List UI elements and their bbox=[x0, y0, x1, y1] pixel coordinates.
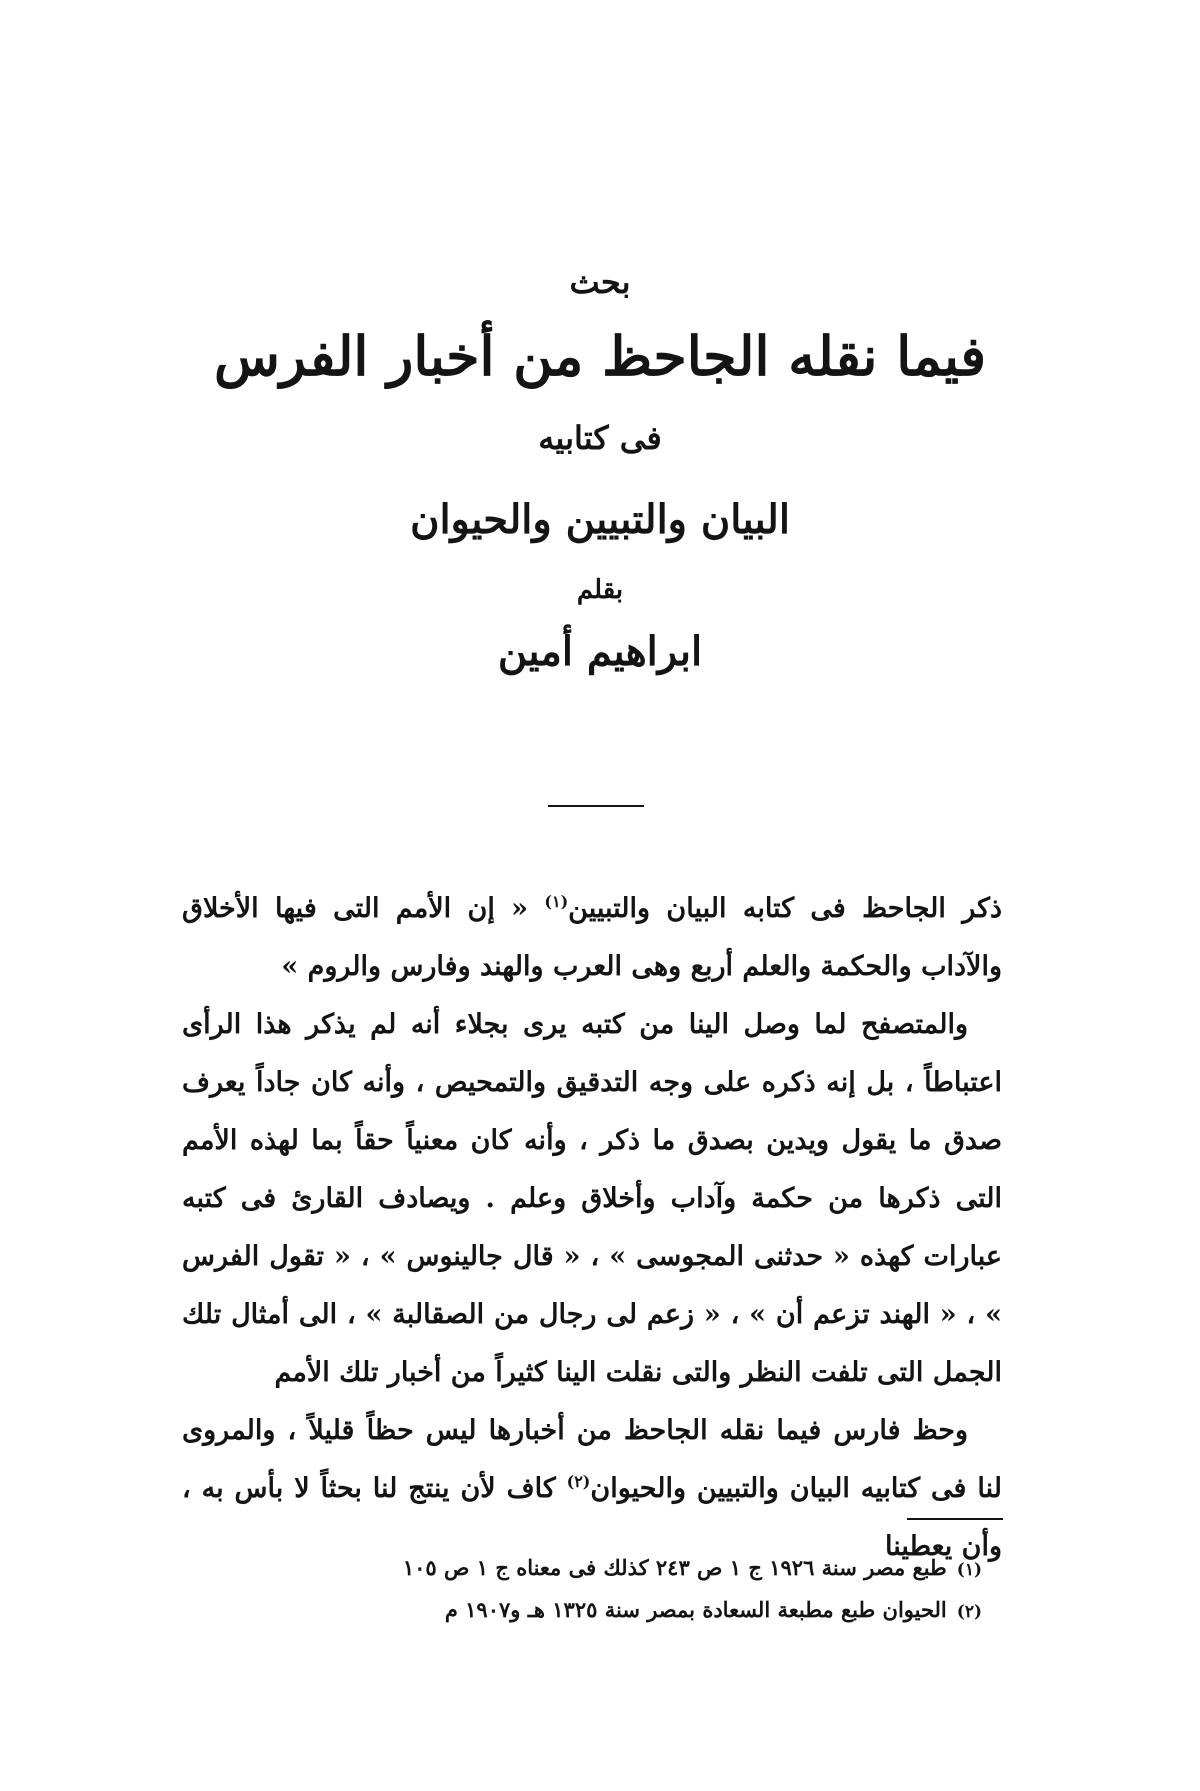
footnote-1-text: طبع مصر سنة ١٩٢٦ ج ١ ص ٢٤٣ كذلك فى معناه ج ١ ص ١٠٥ bbox=[402, 1555, 947, 1580]
paragraph-1 bbox=[182, 880, 1002, 996]
footnotes bbox=[182, 1548, 982, 1632]
main-title: فيما نقله الجاحظ من أخبار الفرس bbox=[213, 324, 987, 388]
footnote-2-mark: (٢) bbox=[956, 1602, 982, 1622]
paragraph-3-end: كاف لأن ينتج لنا بحثاً لا بأس به ، وأن يعطينا bbox=[182, 1473, 1002, 1562]
paragraph-2: والمتصفح لما وصل الينا من كتبه يرى بجلاء أنه لم يذكر هذا الرأى اعتباطاً ، بل إنه ذكره على وجه التدقيق والتمحيص ، وأنه كان جاداً يعرف صدق ما يقول ويدين بصدق ما ذكر ، وأنه كان معنياً حقاً بما لهذه الأمم التى ذكرها من حكمة وآداب وأخلاق وعلم . ويصادف القارئ فى كتبه عبارات كهذه « حدثنى المجوسى » ، « قال جالينوس » ، « تقول الفرس » ، « الهند تزعم أن » ، « زعم لى رجال من الصقالبة » ، الى أمثال تلك الجمل التى تلفت النظر والتى نقلت الينا كثيراً من أخبار تلك الأمم bbox=[182, 1009, 1002, 1388]
title-by-pen: بقلم bbox=[576, 575, 624, 605]
footnote-divider bbox=[907, 1518, 1003, 1520]
footnote-ref-1: (١) bbox=[544, 892, 569, 911]
footnote-ref-2: (٢) bbox=[566, 1472, 591, 1491]
paragraph-1-start: ذكر الجاحظ فى كتابه البيان والتبيين bbox=[568, 893, 1003, 924]
title-block bbox=[0, 262, 1200, 682]
paragraph-1-quote: « إن الأمم التى فيها الأخلاق والآداب والحكمة والعلم أربع وهى العرب والهند وفارس والروم » bbox=[182, 893, 1002, 982]
title-book-names: البيان والتبيين والحيوان bbox=[410, 496, 790, 543]
title-in-his-books: فى كتابيه bbox=[538, 419, 662, 457]
body-text bbox=[182, 880, 1002, 1576]
footnote-2-text: الحيوان طبع مطبعة السعادة بمصر سنة ١٣٢٥ هـ و١٩٠٧ م bbox=[444, 1597, 947, 1622]
footnote-2 bbox=[182, 1590, 982, 1632]
title-heading-research: بحث bbox=[569, 263, 631, 301]
paragraph-3-start: وحظ فارس فيما نقله الجاحظ من أخبارها ليس حظاً قليلاً ، والمروى لنا فى كتابيه البيان والتبيين والحيوان bbox=[182, 1415, 1002, 1504]
author-name: ابراهيم أمين bbox=[497, 628, 703, 675]
footnote-1 bbox=[182, 1548, 982, 1590]
footnote-1-mark: (١) bbox=[956, 1560, 982, 1580]
title-divider bbox=[548, 805, 644, 807]
